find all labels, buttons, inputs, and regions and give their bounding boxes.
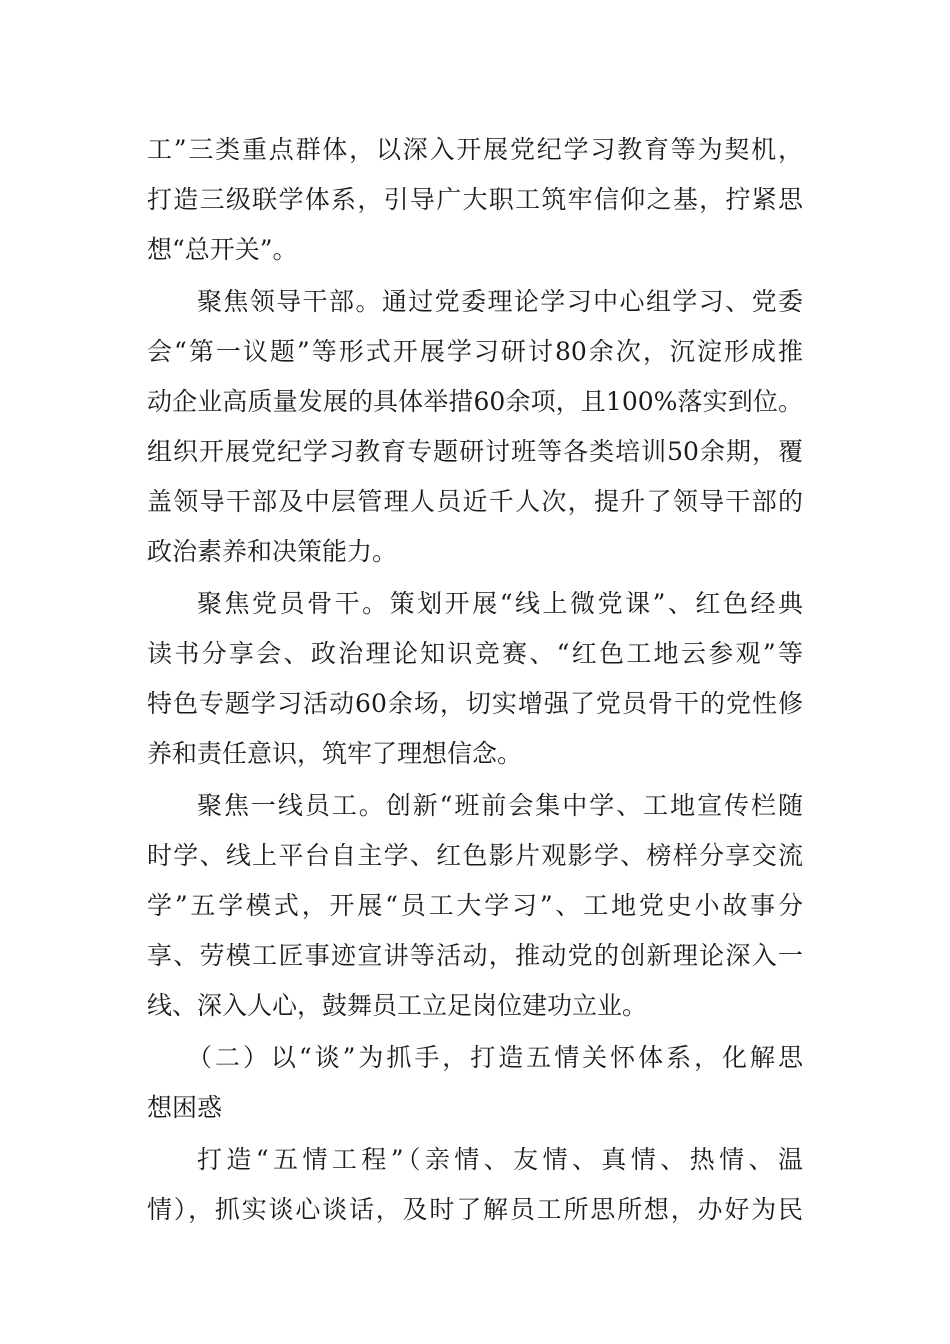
paragraph-start-line: 打造“五情工程”（亲情、友情、真情、热情、温 <box>197 1145 803 1174</box>
text-line: 组织开展党纪学习教育专题研讨班等各类培训50余期，覆 <box>147 437 803 466</box>
text-line: 动企业高质量发展的具体举措60余项，且100%落实到位。 <box>147 387 803 416</box>
text-line: 养和责任意识，筑牢了理想信念。 <box>147 739 523 768</box>
paragraph-start-line: 聚焦一线员工。创新“班前会集中学、工地宣传栏随 <box>197 791 803 820</box>
text-line: 线、深入人心，鼓舞员工立足岗位建功立业。 <box>147 991 648 1020</box>
text-line: 时学、线上平台自主学、红色影片观影学、榜样分享交流 <box>147 841 803 870</box>
text-line: 盖领导干部及中层管理人员近千人次，提升了领导干部的 <box>147 487 803 516</box>
text-line: 想“总开关”。 <box>147 235 298 264</box>
text-line: 工”三类重点群体，以深入开展党纪学习教育等为契机， <box>147 135 803 164</box>
text-line: 会“第一议题”等形式开展学习研讨80余次，沉淀形成推 <box>147 337 803 366</box>
text-line: 打造三级联学体系，引导广大职工筑牢信仰之基，拧紧思 <box>147 185 803 214</box>
text-line: 政治素养和决策能力。 <box>147 537 398 566</box>
text-line: 学”五学模式，开展“员工大学习”、工地党史小故事分 <box>147 891 803 920</box>
text-line: 享、劳模工匠事迹宣讲等活动，推动党的创新理论深入一 <box>147 941 803 970</box>
text-line: 情），抓实谈心谈话，及时了解员工所思所想，办好为民 <box>147 1195 803 1224</box>
paragraph-start-line: 聚焦领导干部。通过党委理论学习中心组学习、党委 <box>197 287 803 316</box>
section-heading-line: （二）以“谈”为抓手，打造五情关怀体系，化解思 <box>187 1043 803 1072</box>
text-line: 特色专题学习活动60余场，切实增强了党员骨干的党性修 <box>147 689 803 718</box>
text-line: 读书分享会、政治理论知识竞赛、“红色工地云参观”等 <box>147 639 803 668</box>
section-heading-line: 想困惑 <box>147 1093 223 1122</box>
paragraph-start-line: 聚焦党员骨干。策划开展“线上微党课”、红色经典 <box>197 589 803 618</box>
